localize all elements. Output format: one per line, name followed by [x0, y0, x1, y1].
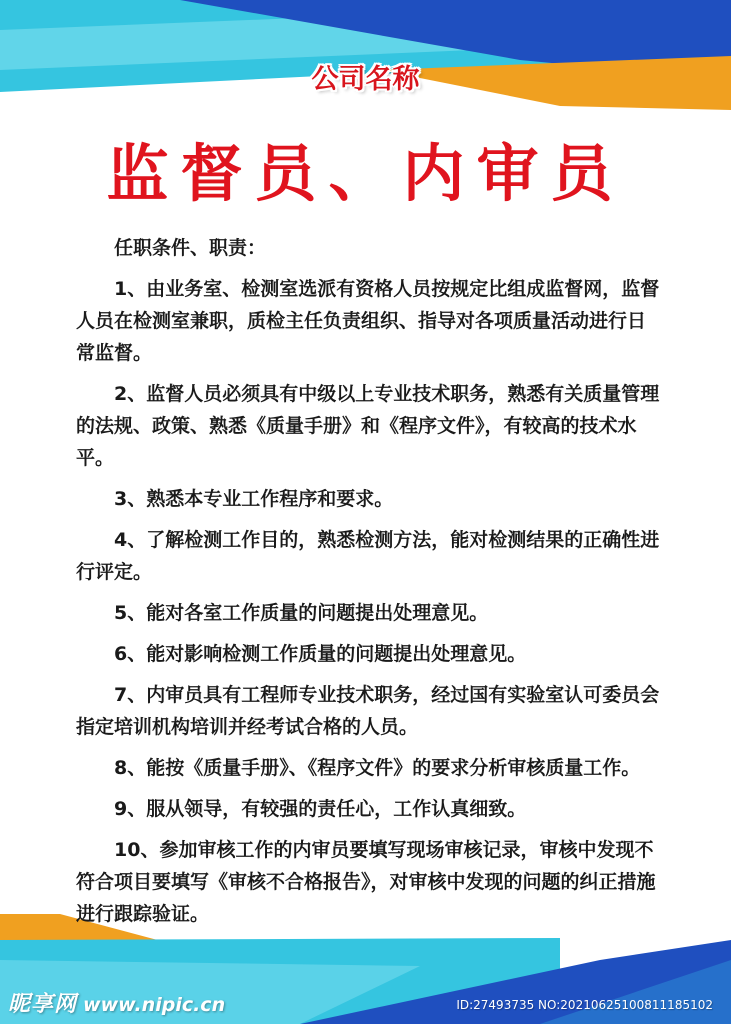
duties-content — [76, 232, 661, 930]
duty-item-2: 2、监督人员必须具有中级以上专业技术职务，熟悉有关质量管理的法规、政策、熟悉《质量手册》和《程序文件》，有较高的技术水平。 — [76, 383, 660, 469]
duty-item-8: 8、能按《质量手册》、《程序文件》的要求分析审核质量工作。 — [114, 757, 641, 779]
watermark-brand: 昵享网 — [8, 992, 78, 1017]
duty-item-10: 10、参加审核工作的内审员要填写现场审核记录，审核中发现不符合项目要填写《审核不合格报告》，对审核中发现的问题的纠正措施进行跟踪验证。 — [76, 839, 656, 925]
page-title: 监督员、内审员 — [106, 137, 625, 210]
duty-item-9: 9、服从领导，有较强的责任心，工作认真细致。 — [114, 798, 527, 820]
duty-item-1: 1、由业务室、检测室选派有资格人员按规定比组成监督网，监督人员在检测室兼职，质检主任负责组织、指导对各项质量活动进行日常监督。 — [76, 278, 660, 364]
company-name: 公司名称 — [311, 64, 420, 95]
duty-item-6: 6、能对影响检测工作质量的问题提出处理意见。 — [114, 643, 527, 665]
watermark-site: www.nipic.cn — [83, 994, 226, 1016]
watermark-logo — [8, 990, 225, 1020]
duty-item-4: 4、了解检测工作目的，熟悉检测方法，能对检测结果的正确性进行评定。 — [76, 529, 660, 583]
watermark-id: ID:27493735 NO:20210625100811185102 — [456, 998, 713, 1012]
duties-heading: 任职条件、职责： — [114, 237, 267, 259]
duty-item-3: 3、熟悉本专业工作程序和要求。 — [114, 488, 394, 510]
duty-item-7: 7、内审员具有工程师专业技术职务，经过国有实验室认可委员会指定培训机构培训并经考试合格的人员。 — [76, 684, 660, 738]
duty-item-5: 5、能对各室工作质量的问题提出处理意见。 — [114, 602, 489, 624]
